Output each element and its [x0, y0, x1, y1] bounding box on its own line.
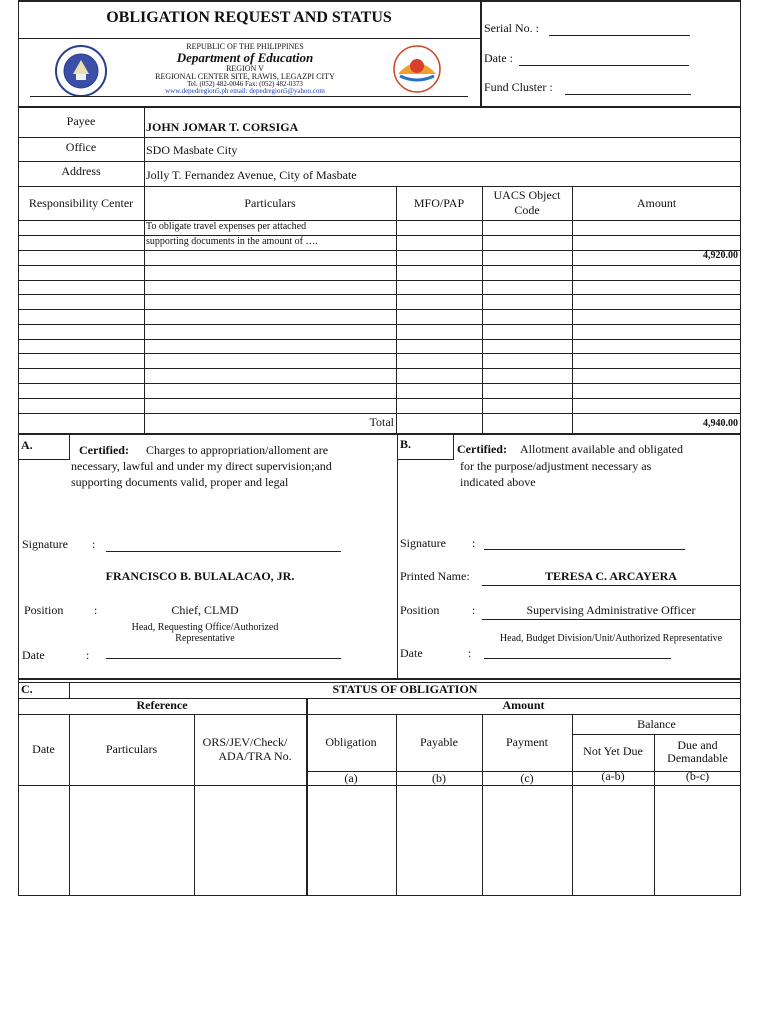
- section-a-position-sub2: Representative: [175, 633, 235, 644]
- section-c-title: STATUS OF OBLIGATION: [332, 682, 478, 696]
- col-rule-1: [144, 108, 145, 434]
- detail-row-rule: [18, 413, 741, 414]
- header-bottom-rule: [18, 106, 741, 108]
- section-c-reference: Reference: [136, 698, 188, 712]
- detail-row-rule: [18, 294, 741, 295]
- code-b-c: (b-c): [685, 769, 710, 783]
- detail-row-rule: [18, 339, 741, 340]
- section-b-signature-field[interactable]: [484, 549, 685, 550]
- section-b-printed-name-label: Printed Name:: [400, 569, 470, 583]
- section-a-cert-line3: supporting documents valid, proper and legal: [71, 475, 289, 489]
- section-c-ors-line2: ADA/TRA No.: [218, 749, 292, 763]
- section-b-printed-name-rule: [482, 585, 740, 586]
- section-c-particulars: Particulars: [105, 742, 158, 756]
- date-label: Date :: [484, 51, 513, 65]
- header-mfo-pap: MFO/PAP: [413, 196, 465, 210]
- section-a-date-field[interactable]: [106, 658, 341, 659]
- section-a-signature-field[interactable]: [106, 551, 341, 552]
- section-a-position-value: Chief, CLMD: [171, 603, 239, 617]
- section-c-due-line2: Demandable: [667, 751, 728, 765]
- c-reference-divider: [306, 698, 308, 896]
- section-b-printed-name: TERESA C. ARCAYERA: [545, 569, 677, 583]
- date-field[interactable]: [519, 65, 689, 66]
- section-b-cert-line1: Allotment available and obligated: [520, 442, 683, 456]
- detail-row-rule: [18, 353, 741, 354]
- section-b-certified: Certified:: [457, 442, 507, 456]
- letterhead-department: Department of Education: [176, 50, 314, 65]
- payee-value: JOHN JOMAR T. CORSIGA: [146, 120, 299, 134]
- code-c: (c): [520, 771, 534, 785]
- region-seal-icon: [380, 44, 454, 94]
- details-header-rule: [18, 220, 741, 221]
- ab-top-rule: [18, 433, 741, 435]
- c-reference-rule: [18, 714, 741, 715]
- office-value: SDO Masbate City: [146, 143, 238, 157]
- section-c-obligation: Obligation: [325, 735, 377, 749]
- section-b-position-value: Supervising Administrative Officer: [526, 603, 696, 617]
- section-b-date-colon: :: [468, 646, 472, 660]
- col-rule-3: [482, 186, 483, 434]
- col-rule-2: [396, 186, 397, 434]
- section-a-letter: A.: [21, 438, 33, 452]
- total-label: Total: [369, 415, 394, 429]
- section-b-letter: B.: [400, 437, 412, 451]
- address-label: Address: [61, 164, 101, 178]
- section-b-cert-line2: for the purpose/adjustment necessary as: [460, 459, 652, 473]
- fund-cluster-field[interactable]: [565, 94, 691, 95]
- office-label: Office: [65, 140, 97, 154]
- detail-row-rule: [18, 309, 741, 310]
- detail-row-rule: [18, 324, 741, 325]
- section-c-due-line1: Due and: [677, 738, 718, 752]
- section-a-certified: Certified:: [79, 443, 129, 457]
- section-c-ors-line1: ORS/JEV/Check/: [202, 735, 288, 749]
- section-c-not-yet-due: Not Yet Due: [583, 744, 643, 758]
- particulars-line2: supporting documents in the amount of ….: [146, 236, 318, 247]
- detail-row-rule: [18, 280, 741, 281]
- section-b-signature-colon: :: [472, 536, 476, 550]
- section-a-cert-line2: necessary, lawful and under my direct supervision;and: [71, 459, 332, 473]
- letterhead-address: REGIONAL CENTER SITE, RAWIS, LEGAZPI CITY: [155, 72, 335, 81]
- section-a-signature-label: Signature: [22, 537, 68, 551]
- header-responsibility-center: Responsibility Center: [28, 196, 134, 210]
- address-value: Jolly T. Fernandez Avenue, City of Masbate: [146, 168, 357, 182]
- section-b-position-label: Position: [400, 603, 440, 617]
- section-a-position-colon: :: [94, 603, 98, 617]
- serial-field[interactable]: [549, 35, 690, 36]
- section-c-payment: Payment: [506, 735, 548, 749]
- section-a-date-colon: :: [86, 648, 90, 662]
- section-b-signature-label: Signature: [400, 536, 446, 550]
- section-a-date-label: Date: [22, 648, 45, 662]
- col-rule-4: [572, 186, 573, 434]
- letterhead-republic: REPUBLIC OF THE PHILIPPINES: [186, 42, 304, 51]
- section-c-date: Date: [32, 742, 55, 756]
- fund-cluster-label: Fund Cluster :: [484, 80, 553, 94]
- section-a-signature-colon: :: [92, 537, 96, 551]
- line-amount: 4,920.00: [703, 250, 738, 261]
- header-particulars: Particulars: [244, 196, 296, 210]
- payee-rule-1: [18, 137, 741, 138]
- section-b-position-rule: [482, 619, 740, 620]
- section-c-letter: C.: [21, 682, 33, 696]
- c-top-rule-1: [18, 678, 741, 680]
- serial-label: Serial No. :: [484, 21, 539, 35]
- section-a-cert-line1: Charges to appropriation/alloment are: [146, 443, 329, 457]
- section-b-position-sub: Head, Budget Division/Unit/Authorized Representative: [499, 633, 723, 644]
- total-amount: 4,940.00: [703, 418, 738, 429]
- letterhead-region: REGION V: [226, 64, 264, 73]
- section-a-position-sub1: Head, Requesting Office/Authorized: [131, 622, 279, 633]
- payee-rule-2: [18, 161, 741, 162]
- c-col-rule-1: [69, 714, 70, 896]
- form-title: OBLIGATION REQUEST AND STATUS: [106, 9, 392, 26]
- section-c-balance: Balance: [637, 717, 676, 731]
- section-c-payable: Payable: [420, 735, 458, 749]
- header-amount: Amount: [636, 196, 677, 210]
- deped-seal-icon: [46, 44, 116, 98]
- detail-row-rule: [18, 368, 741, 369]
- section-b-date-field[interactable]: [484, 658, 671, 659]
- detail-row-rule: [18, 235, 741, 236]
- section-b-cert-line3: indicated above: [460, 475, 536, 489]
- section-b-date-label: Date: [400, 646, 423, 660]
- code-a-b: (a-b): [601, 769, 625, 783]
- payee-label: Payee: [66, 114, 96, 128]
- code-a: (a): [344, 771, 358, 785]
- particulars-line1: To obligate travel expenses per attached: [146, 221, 307, 232]
- c-col-rule-5: [572, 714, 573, 896]
- letterhead-web-email: www.depedregion5.ph email: depedregion5@yahoo.com: [165, 87, 325, 95]
- title-rule: [18, 38, 480, 39]
- section-a-printed-name: FRANCISCO B. BULALACAO, JR.: [105, 569, 295, 583]
- detail-row-rule: [18, 265, 741, 266]
- code-b: (b): [432, 771, 446, 785]
- section-c-amount: Amount: [502, 698, 545, 712]
- header-uacs-line2: Code: [514, 203, 540, 217]
- detail-row-rule: [18, 383, 741, 384]
- top-rule: [18, 0, 741, 2]
- section-a-position-label: Position: [24, 603, 64, 617]
- header-divider: [480, 0, 482, 108]
- header-uacs-line1: UACS Object: [493, 188, 561, 202]
- payee-rule-3: [18, 186, 741, 187]
- letterhead-rule: [30, 96, 468, 97]
- ab-divider: [397, 433, 398, 678]
- c-balance-rule: [572, 734, 741, 735]
- detail-row-rule: [18, 398, 741, 399]
- letterhead-contact: Tel. (052) 482-0046 Fax: (052) 482-0373: [187, 80, 303, 88]
- section-b-position-colon: :: [472, 603, 476, 617]
